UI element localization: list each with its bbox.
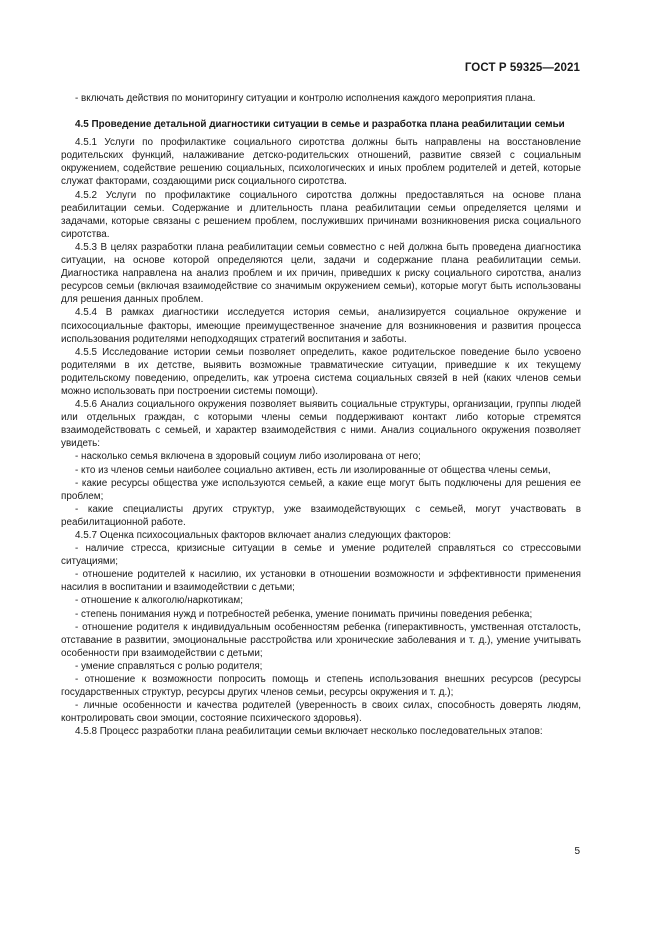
paragraph: 4.5.6 Анализ социального окружения позволяет выявить социальные структуры, организации, группы людей или отдельных граждан, с которыми члены семьи поддерживают контакт либо которые стремятся взаимодействовать с семьей, и характер взаимодействия с ними. Анализ социального окружения позволяет увидеть:: [61, 399, 581, 450]
list-item: - степень понимания нужд и потребностей ребенка, умение понимать причины поведения ребенка;: [75, 608, 533, 620]
section-heading: 4.5 Проведение детальной диагностики ситуации в семье и разработка плана реабилитации семьи: [75, 119, 565, 131]
list-item: - какие специалисты других структур, уже взаимодействующих с семьей, могут участвовать в реабилитационной работе.: [61, 503, 581, 528]
paragraph: 4.5.2 Услуги по профилактике социального сиротства должны предоставляться на основе плана реабилитации семьи. Содержание и длительность плана реабилитации семьи определяется целями и задачами, которые связаны с решением проблем, послуживших причинами возникновения риска социального сиротства.: [61, 189, 581, 240]
list-item: - отношение к алкоголю/наркотикам;: [75, 595, 243, 607]
list-item: - включать действия по мониторингу ситуации и контролю исполнения каждого мероприятия плана.: [75, 93, 536, 104]
list-item: - отношение к возможности попросить помощь и степень использования внешних ресурсов (ресурсы государственных структур, ресурсы других членов семьи, ресурсы окружения и т. д.);: [61, 674, 581, 699]
paragraph: 4.5.4 В рамках диагностики исследуется история семьи, анализируется социальное окружение и психосоциальные факторы, имеющие преимущественное значение для возникновения и развития процесса использования родителями неподходящих стратегий воспитания и заботы.: [61, 307, 581, 345]
list-item: - какие ресурсы общества уже используются семьей, а какие еще могут быть подключены для решения ее проблем;: [61, 477, 581, 502]
document-id: ГОСТ Р 59325—2021: [464, 62, 580, 74]
list-item: - отношение родителей к насилию, их установки в отношении возможности и эффективности применения насилия в воспитании и взаимодействии с детьми;: [61, 569, 581, 594]
list-item: - умение справляться с ролью родителя;: [75, 660, 263, 672]
page-number: 5: [574, 846, 580, 857]
paragraph: 4.5.1 Услуги по профилактике социального сиротства должны быть направлены на восстановление родительских функций, налаживание детско-родительских отношений, развитие связей с социальным окружением, содействие решению социальных, психологических и иных проблем родителей и детей, которые служат факторами, создающими риск социального сиротства.: [61, 137, 581, 188]
list-item: - личные особенности и качества родителей (уверенность в своих силах, способность доверять людям, контролировать свои эмоции, состояние психического здоровья).: [61, 700, 581, 725]
document-body: [61, 92, 581, 739]
list-item: - отношение родителя к индивидуальным особенностям ребенка (гиперактивность, умственная отсталость, отставание в развитии, эмоциональные расстройства или хронические заболевания и т. д.), умение учитывать особенности при взаимодействии с детьми;: [61, 621, 581, 659]
paragraph: 4.5.5 Исследование истории семьи позволяет определить, какое родительское поведение было усвоено родителями в их детстве, выявить возможные травматические ситуации, приведшие к их текущему родительскому поведению, определить, как утроена система социальных связей в ней (каких членов семьи можно использовать при построении системы помощи).: [61, 346, 581, 397]
paragraph: 4.5.7 Оценка психосоциальных факторов включает анализ следующих факторов:: [75, 530, 452, 541]
list-item: - кто из членов семьи наиболее социально активен, есть ли изолированные от общества члены семьи,: [75, 464, 551, 476]
paragraph: 4.5.3 В целях разработки плана реабилитации семьи совместно с ней должна быть проведена диагностика ситуации, на основе которой определяются цели, задачи и содержание плана реабилитации семьи. Диагностика направлена на анализ проблем и их причин, приведших к риску социального сиротства, анализ ресурсов семьи (включая взаимодействие со значимым окружением семьи), которые могут быть использованы для решения данных проблем.: [61, 241, 581, 306]
list-item: - наличие стресса, кризисные ситуации в семье и умение родителей справляться со стрессовыми ситуациями;: [61, 543, 581, 568]
paragraph: 4.5.8 Процесс разработки плана реабилитации семьи включает несколько последовательных этапов:: [75, 726, 543, 738]
list-item: - насколько семья включена в здоровый социум либо изолирована от него;: [75, 451, 421, 463]
